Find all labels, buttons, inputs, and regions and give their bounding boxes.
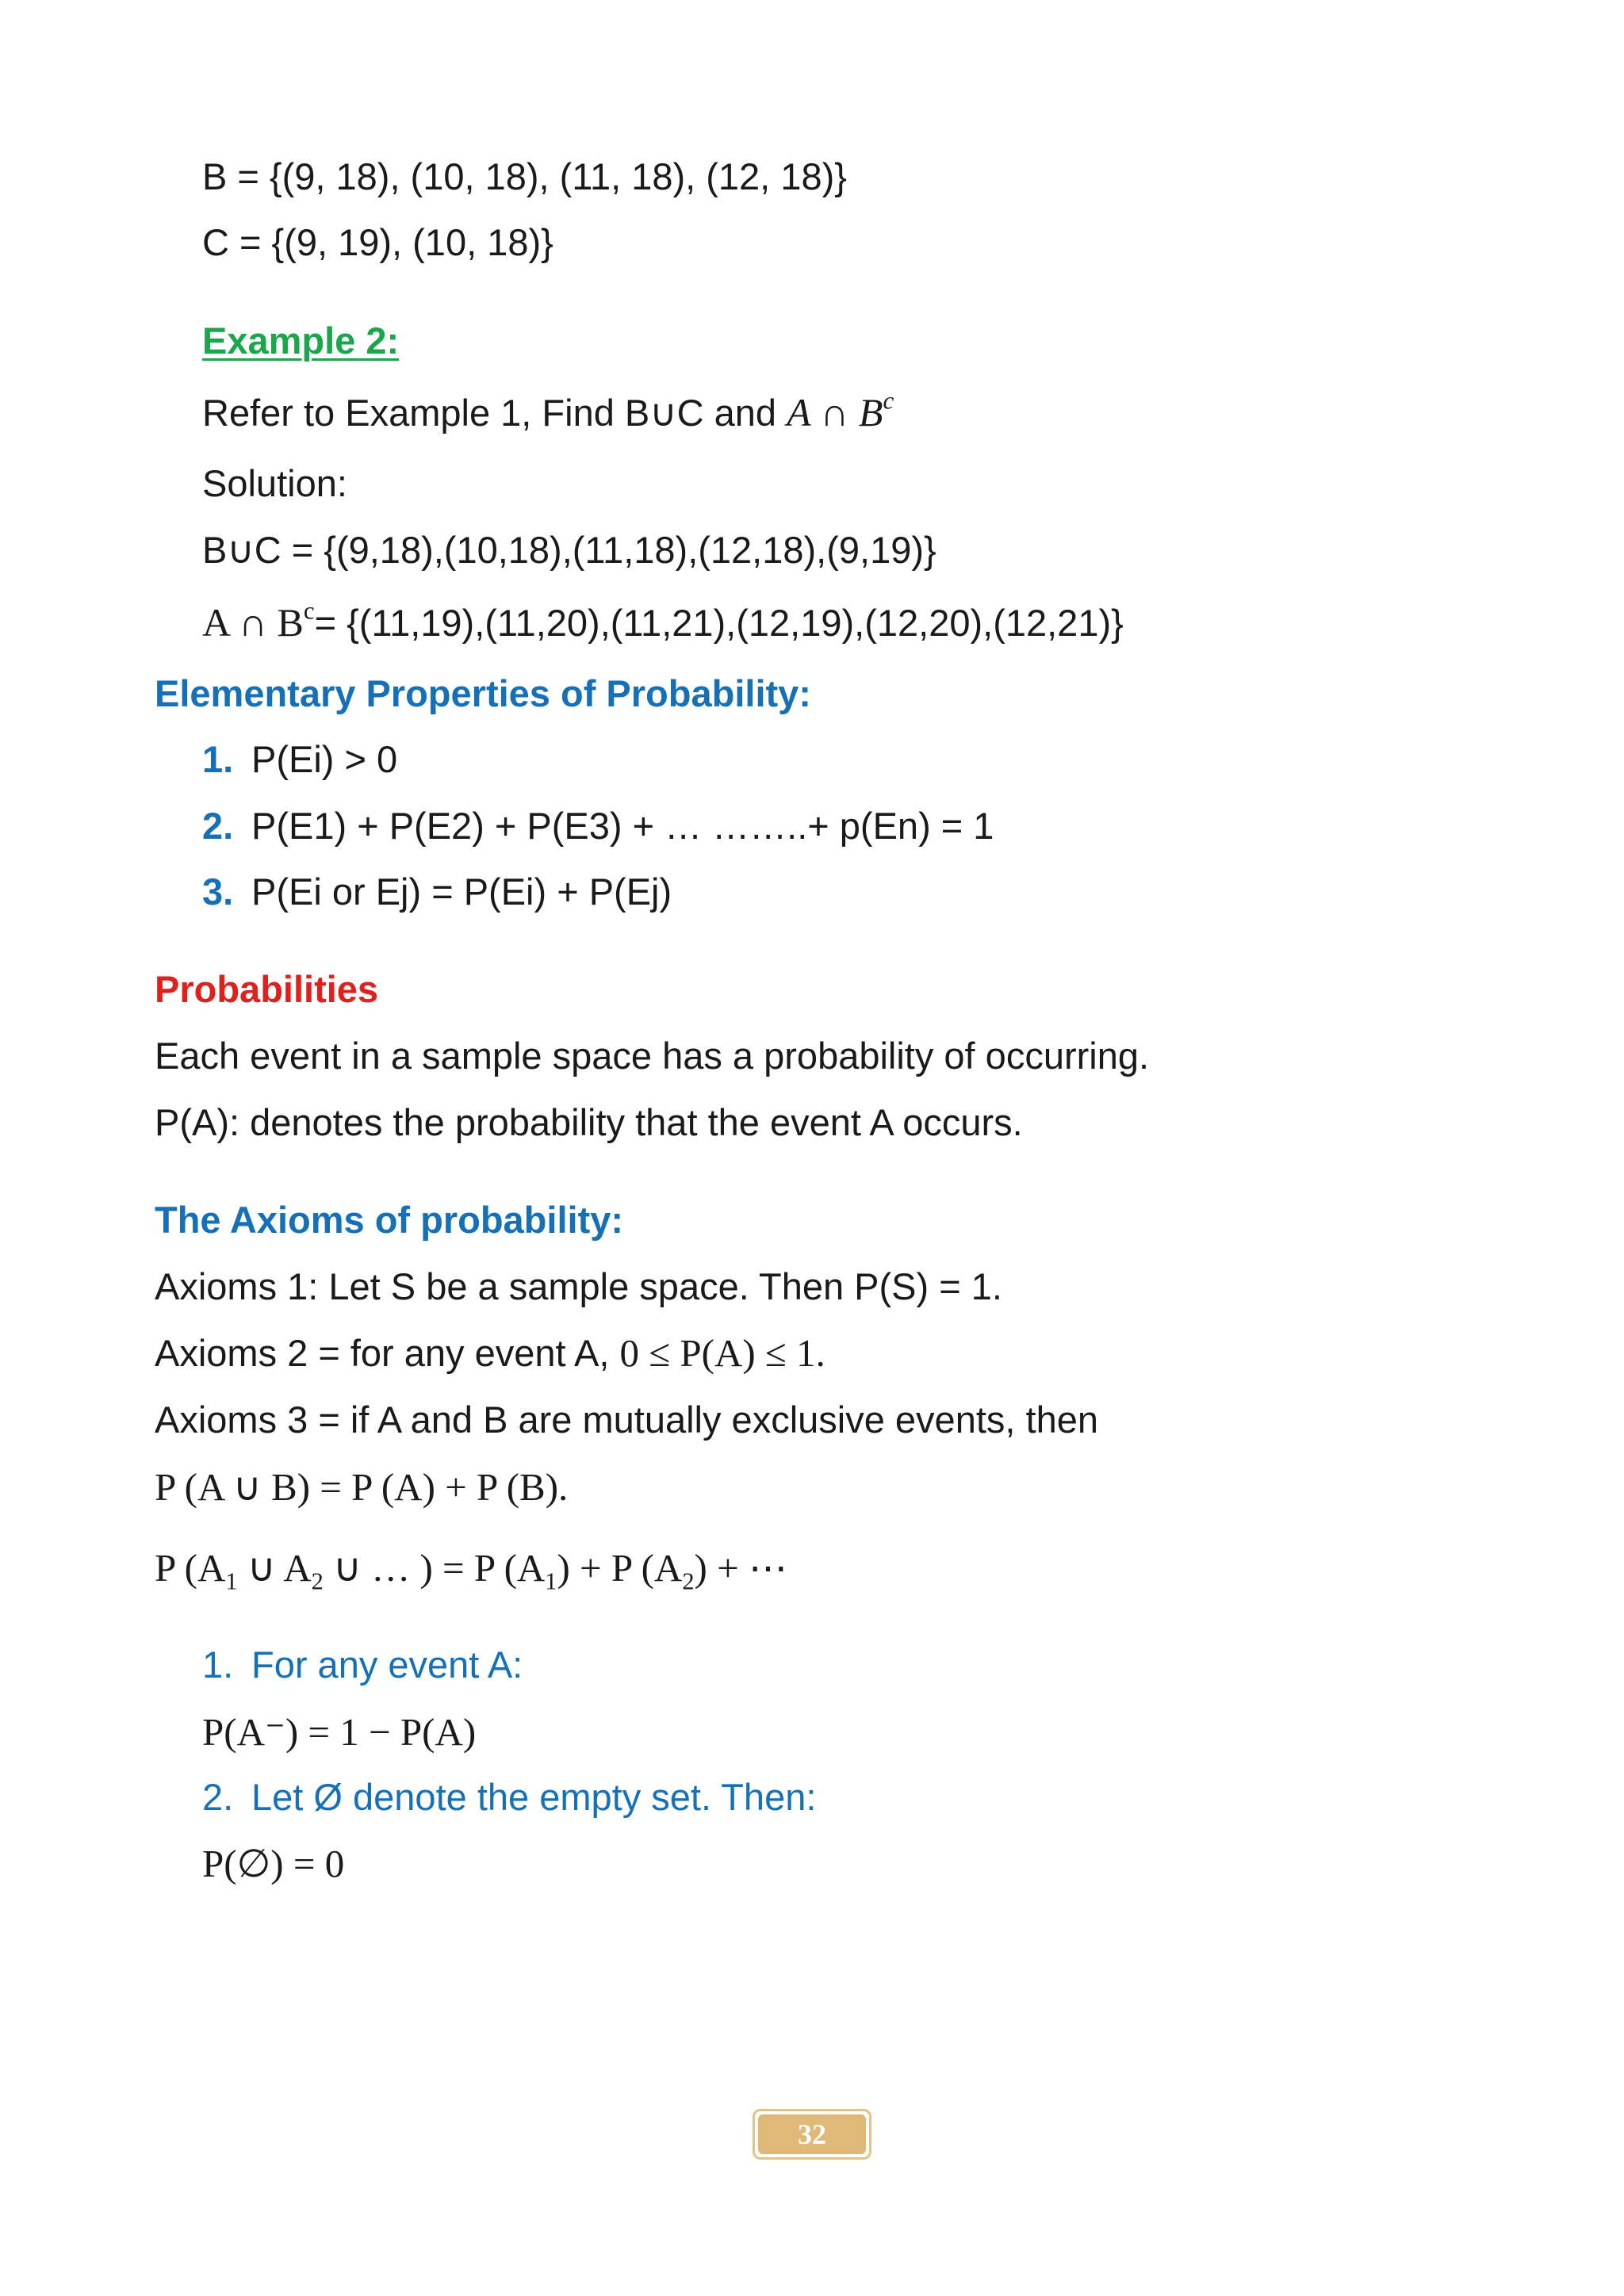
union-formula: P (A ∪ B) = P (A) + P (B). — [155, 1465, 569, 1509]
set-b-definition: B = {(9, 18), (10, 18), (11, 18), (12, 18)} — [202, 155, 847, 197]
axiom-2-math: 0 ≤ P(A) ≤ 1. — [619, 1331, 825, 1375]
probabilities-line-1: Each event in a sample space has a probability of occurring. — [155, 1035, 1150, 1077]
property-item — [202, 868, 672, 916]
b-union-c-result: B∪C = {(9,18),(10,18),(11,18),(12,18),(9,19)} — [202, 529, 936, 571]
property-text: P(E1) + P(E2) + P(E3) + … ……..+ p(En) = 1 — [251, 805, 994, 847]
elementary-properties-heading: Elementary Properties of Probability: — [155, 672, 811, 714]
example-2-heading: Example 2: — [202, 320, 400, 362]
example-2-prompt-math: A ∩ $B^c$ — [787, 386, 894, 434]
set-c-definition: C = {(9, 19), (10, 18)} — [202, 221, 553, 263]
axiom-1: Axioms 1: Let S be a sample space. Then P(S) = 1. — [155, 1265, 1002, 1307]
axiom-3: Axioms 3 = if A and B are mutually exclusive events, then — [155, 1399, 1098, 1441]
axiom-2-text: Axioms 2 = for any event A, — [155, 1332, 620, 1374]
axiom-2 — [155, 1330, 825, 1377]
corollary-number: 1. — [202, 1644, 234, 1686]
property-text: P(Ei or Ej) = P(Ei) + P(Ej) — [251, 871, 672, 913]
page-number-badge — [753, 2109, 871, 2160]
a-intersect-b-complement-result — [202, 596, 1124, 647]
corollary-number: 2. — [202, 1776, 234, 1818]
page-number: 32 — [758, 2114, 866, 2154]
empty-set-formula: P(∅) = 0 — [202, 1842, 345, 1885]
corollary-text: Let Ø denote the empty set. Then: — [251, 1776, 817, 1818]
property-item — [202, 802, 994, 850]
solution-label: Solution: — [202, 462, 347, 504]
probabilities-line-2: P(A): denotes the probability that the event A occurs. — [155, 1101, 1023, 1143]
complement-formula: P(A⁻) = 1 − P(A) — [202, 1710, 477, 1754]
corollary-item — [202, 1641, 523, 1689]
property-text: P(Ei) > 0 — [251, 738, 398, 780]
example-2-prompt — [202, 388, 894, 437]
probabilities-heading: Probabilities — [155, 968, 379, 1010]
corollary-text: For any event A: — [251, 1644, 523, 1686]
example-2-prompt-text: Refer to Example 1, Find B∪C and — [202, 392, 787, 434]
countable-union-formula: P ($A_1$ ∪ $A_2$ ∪ … ) = P $(A_1) + P$ $(A_2)$ + ⋯ — [155, 1546, 787, 1595]
corollary-item — [202, 1774, 816, 1821]
property-number: 2. — [202, 805, 234, 847]
axioms-heading: The Axioms of probability: — [155, 1199, 624, 1241]
a-intersect-b-complement-value: = {(11,19),(11,20),(11,21),(12,19),(12,20),(12,21)} — [314, 602, 1124, 644]
property-number: 1. — [202, 738, 234, 780]
a-intersect-b-complement-symbol: A ∩ $B^c$ — [202, 596, 315, 645]
property-number: 3. — [202, 871, 234, 913]
property-item — [202, 736, 397, 783]
